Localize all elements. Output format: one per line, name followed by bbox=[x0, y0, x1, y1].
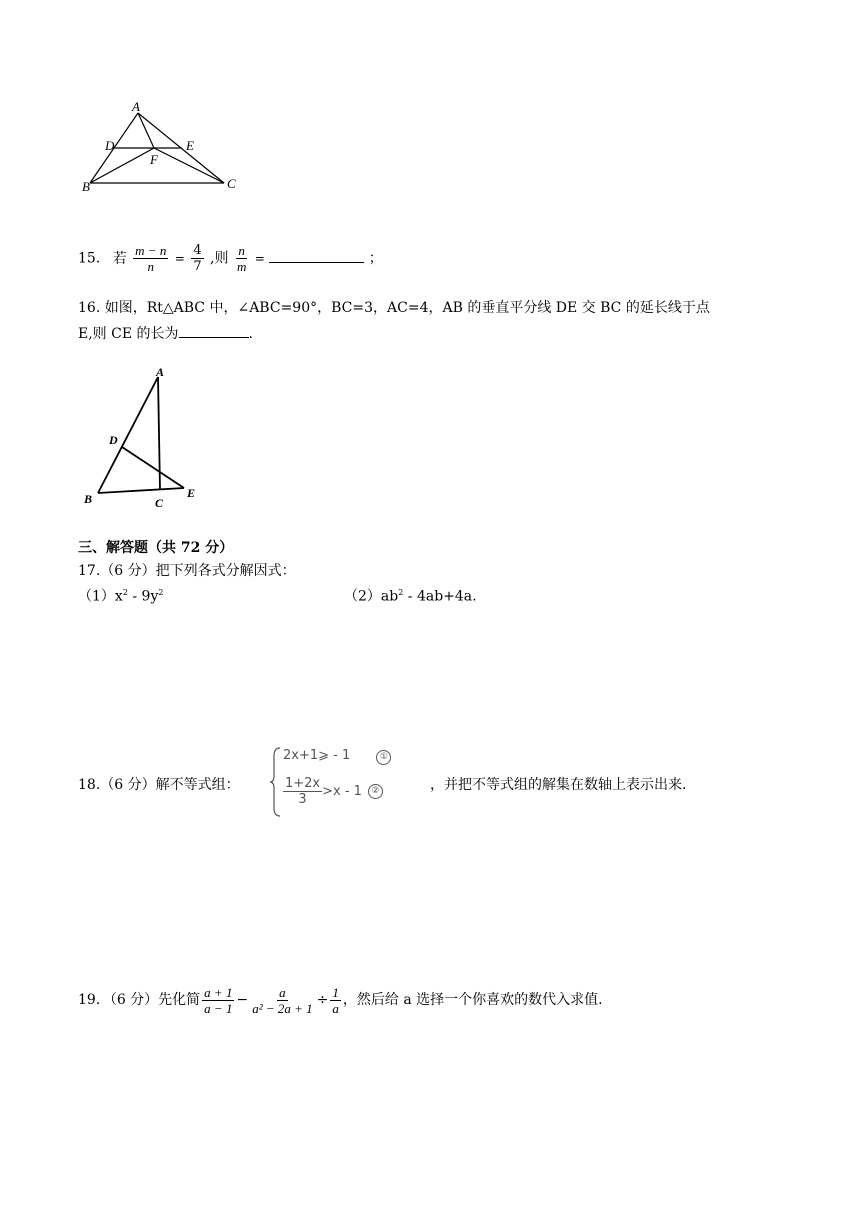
q15-equals: = bbox=[174, 251, 185, 266]
q15-frac3-numerator: n bbox=[238, 243, 245, 258]
q17-part2-prefix: （2）ab bbox=[344, 588, 399, 605]
q18-inequality-system bbox=[270, 746, 430, 820]
q17-part1-prefix: （1）x bbox=[78, 588, 123, 605]
question-15 bbox=[78, 243, 383, 274]
label-b: B bbox=[84, 492, 93, 506]
label-e: E bbox=[187, 486, 196, 500]
q19-prefix: 19．（6 分）先化简 bbox=[78, 992, 201, 1008]
q19-minus: − bbox=[236, 992, 249, 1008]
label-d: D bbox=[105, 138, 115, 153]
question-18-prefix: 18.（6 分）解不等式组： bbox=[78, 777, 240, 793]
left-brace-icon bbox=[270, 746, 282, 818]
q15-frac2-numerator: 4 bbox=[193, 243, 202, 258]
figure-rt-triangle-abc bbox=[78, 362, 208, 512]
q15-fraction-2 bbox=[191, 243, 203, 274]
q19-suffix: ，然后给 a 选择一个你喜欢的数代入求值. bbox=[342, 992, 603, 1008]
q15-prefix: 若 bbox=[112, 250, 127, 267]
q18-ineq2-numerator: 1+2x bbox=[285, 776, 321, 791]
q17-part2-rest: - 4ab+4a. bbox=[403, 588, 477, 605]
q15-frac2-denominator: 7 bbox=[193, 259, 202, 274]
q19-frac2-denominator: a² − 2a + 1 bbox=[252, 1000, 313, 1016]
figure-triangle-abc-def bbox=[70, 95, 260, 205]
question-17-part-1 bbox=[78, 584, 163, 606]
q18-mark-1: ① bbox=[376, 750, 391, 765]
q19-fraction-2 bbox=[250, 985, 314, 1016]
q17-part1-exponent-2: 2 bbox=[158, 588, 164, 597]
q19-frac2-numerator: a bbox=[279, 984, 286, 1000]
q18-inequality-1 bbox=[283, 748, 391, 765]
q15-end: ； bbox=[368, 250, 383, 267]
q19-frac1-denominator: a − 1 bbox=[204, 1000, 233, 1016]
q18-ineq2-denominator: 3 bbox=[298, 792, 307, 807]
q19-frac3-numerator: 1 bbox=[332, 984, 339, 1000]
question-16-line-1: 16. 如图，Rt△ABC 中，∠ABC=90°，BC=3，AC=4，AB 的垂直平分线 DE 交 BC 的延长线于点 bbox=[78, 300, 710, 316]
question-16-line-2 bbox=[78, 325, 253, 343]
section-3-title: 三、解答题（共 72 分） bbox=[78, 540, 234, 556]
q15-frac1-numerator: m − n bbox=[135, 243, 167, 258]
q18-mark-2: ② bbox=[368, 784, 383, 799]
q18-inequality-2-rest: >x - 1 bbox=[322, 784, 362, 799]
q17-part1-mid: - 9y bbox=[127, 588, 159, 605]
q16-line2-text: E,则 CE 的长为 bbox=[78, 326, 179, 342]
q15-frac3-denominator: m bbox=[236, 259, 247, 274]
q15-equals-2: = bbox=[254, 251, 265, 266]
q18-inequality-1-text: 2x+1⩾ - 1 bbox=[283, 748, 351, 763]
label-a: A bbox=[156, 365, 165, 379]
label-d: D bbox=[109, 433, 118, 447]
label-b: B bbox=[82, 179, 90, 194]
q15-frac1-denominator: n bbox=[147, 259, 154, 274]
q17-part1-exponent-1: 2 bbox=[122, 588, 128, 597]
q18-inequality-2-fraction bbox=[283, 776, 322, 807]
q17-part2-exponent: 2 bbox=[398, 588, 404, 597]
q16-line2-end: . bbox=[248, 326, 253, 342]
label-c: C bbox=[227, 176, 236, 191]
q15-fraction-1 bbox=[133, 243, 168, 274]
question-17-part-2 bbox=[344, 584, 477, 606]
q15-answer-blank[interactable] bbox=[269, 252, 364, 263]
question-18-suffix: ，并把不等式组的解集在数轴上表示出来. bbox=[430, 777, 687, 793]
label-f: F bbox=[150, 152, 158, 167]
q15-fraction-3 bbox=[235, 243, 248, 274]
q19-fraction-1 bbox=[202, 985, 234, 1016]
label-e: E bbox=[186, 138, 194, 153]
q19-fraction-3 bbox=[330, 985, 341, 1016]
q18-inequality-2 bbox=[283, 776, 383, 807]
question-19 bbox=[78, 980, 603, 1020]
label-c: C bbox=[155, 496, 164, 510]
q15-number: 15. bbox=[78, 250, 101, 267]
q19-frac1-numerator: a + 1 bbox=[204, 984, 233, 1000]
q19-frac3-denominator: a bbox=[332, 1000, 339, 1016]
q19-divide: ÷ bbox=[316, 992, 329, 1008]
label-a: A bbox=[132, 99, 140, 114]
q15-mid: ,则 bbox=[210, 250, 229, 267]
q16-answer-blank[interactable] bbox=[179, 327, 249, 338]
question-17-header: 17.（6 分）把下列各式分解因式： bbox=[78, 563, 296, 579]
